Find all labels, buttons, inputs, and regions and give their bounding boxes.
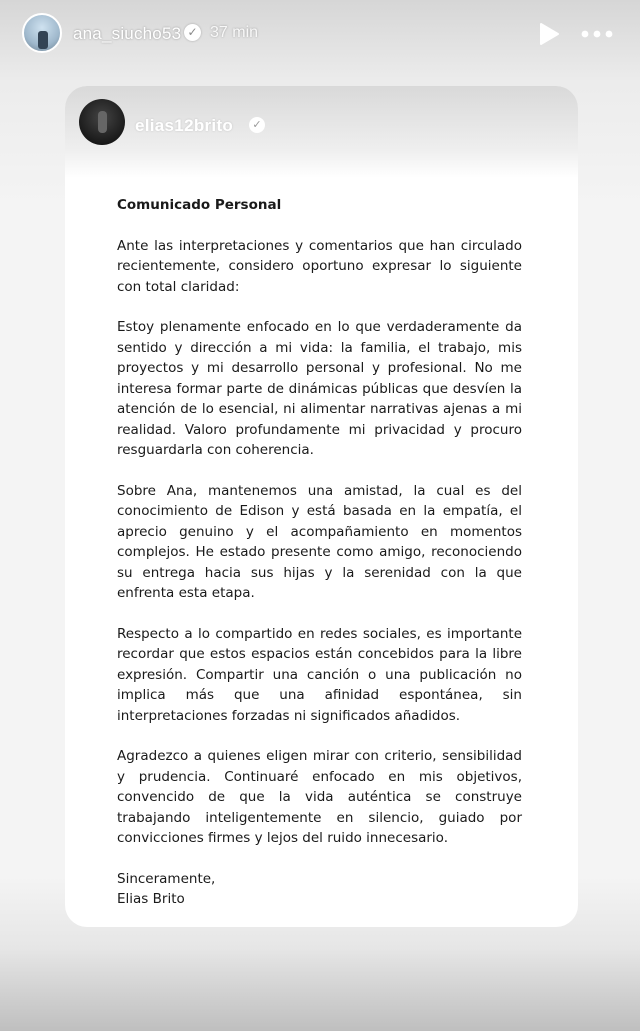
story-header [0, 0, 640, 70]
play-icon-glyph [538, 22, 560, 46]
more-icon-glyph [580, 24, 614, 44]
more-icon[interactable] [580, 24, 614, 44]
statement-text [117, 195, 522, 910]
post-author-avatar[interactable] [79, 99, 125, 145]
statement-title: Comunicado Personal [117, 197, 282, 213]
story-timestamp: 37 min [210, 24, 259, 41]
story-author-username[interactable]: ana_siucho53 [73, 24, 182, 43]
statement-paragraph: Ante las interpretaciones y comentarios que han circulado recientemente, considero oportuno expresar lo siguiente con total claridad: [117, 237, 522, 295]
statement-paragraph: Sobre Ana, mantenemos una amistad, la cual es del conocimiento de Edison y está basada en la empatía, el aprecio genuino y el acompañamiento en momentos complejos. He estado presente como amigo, reconociendo su entrega hacia sus hijas y la serenidad con la que enfrenta esta etapa. [117, 482, 522, 601]
statement-paragraph: Estoy plenamente enfocado en lo que verdaderamente da sentido y dirección a mi vida: la familia, el trabajo, mis proyectos y mi desarrollo personal y profesional. No me interesa formar parte de dinámicas públicas que desvíen la atención de lo esencial, ni alimentar narrativas ajenas a mi realidad. Valoro profundamente mi privacidad y procuro resguardarla con coherencia. [117, 319, 522, 458]
statement-closing: Sinceramente, [117, 870, 216, 887]
post-author-username[interactable]: elias12brito [135, 116, 234, 135]
shared-post-card[interactable] [65, 86, 578, 927]
verified-badge-icon: ✓ [249, 117, 265, 133]
story-author-avatar[interactable] [22, 13, 62, 53]
verified-badge-icon: ✓ [184, 24, 201, 41]
post-header [65, 86, 578, 178]
play-icon[interactable] [538, 22, 560, 46]
statement-paragraph: Agradezco a quienes eligen mirar con criterio, sensibilidad y prudencia. Continuaré enfocado en mis objetivos, convencido de que la vida auténtica se construye trabajando inteligentemente en silencio, guiado por convicciones firmes y lejos del ruido innecesario. [117, 748, 522, 846]
statement-paragraph: Respecto a lo compartido en redes sociales, es importante recordar que estos espacios están concebidos para la libre expresión. Compartir una canción o una publicación no implica más que una afinidad espontánea, sin interpretaciones forzadas ni significados añadidos. [117, 625, 522, 724]
statement-signature: Elias Brito [117, 891, 185, 907]
